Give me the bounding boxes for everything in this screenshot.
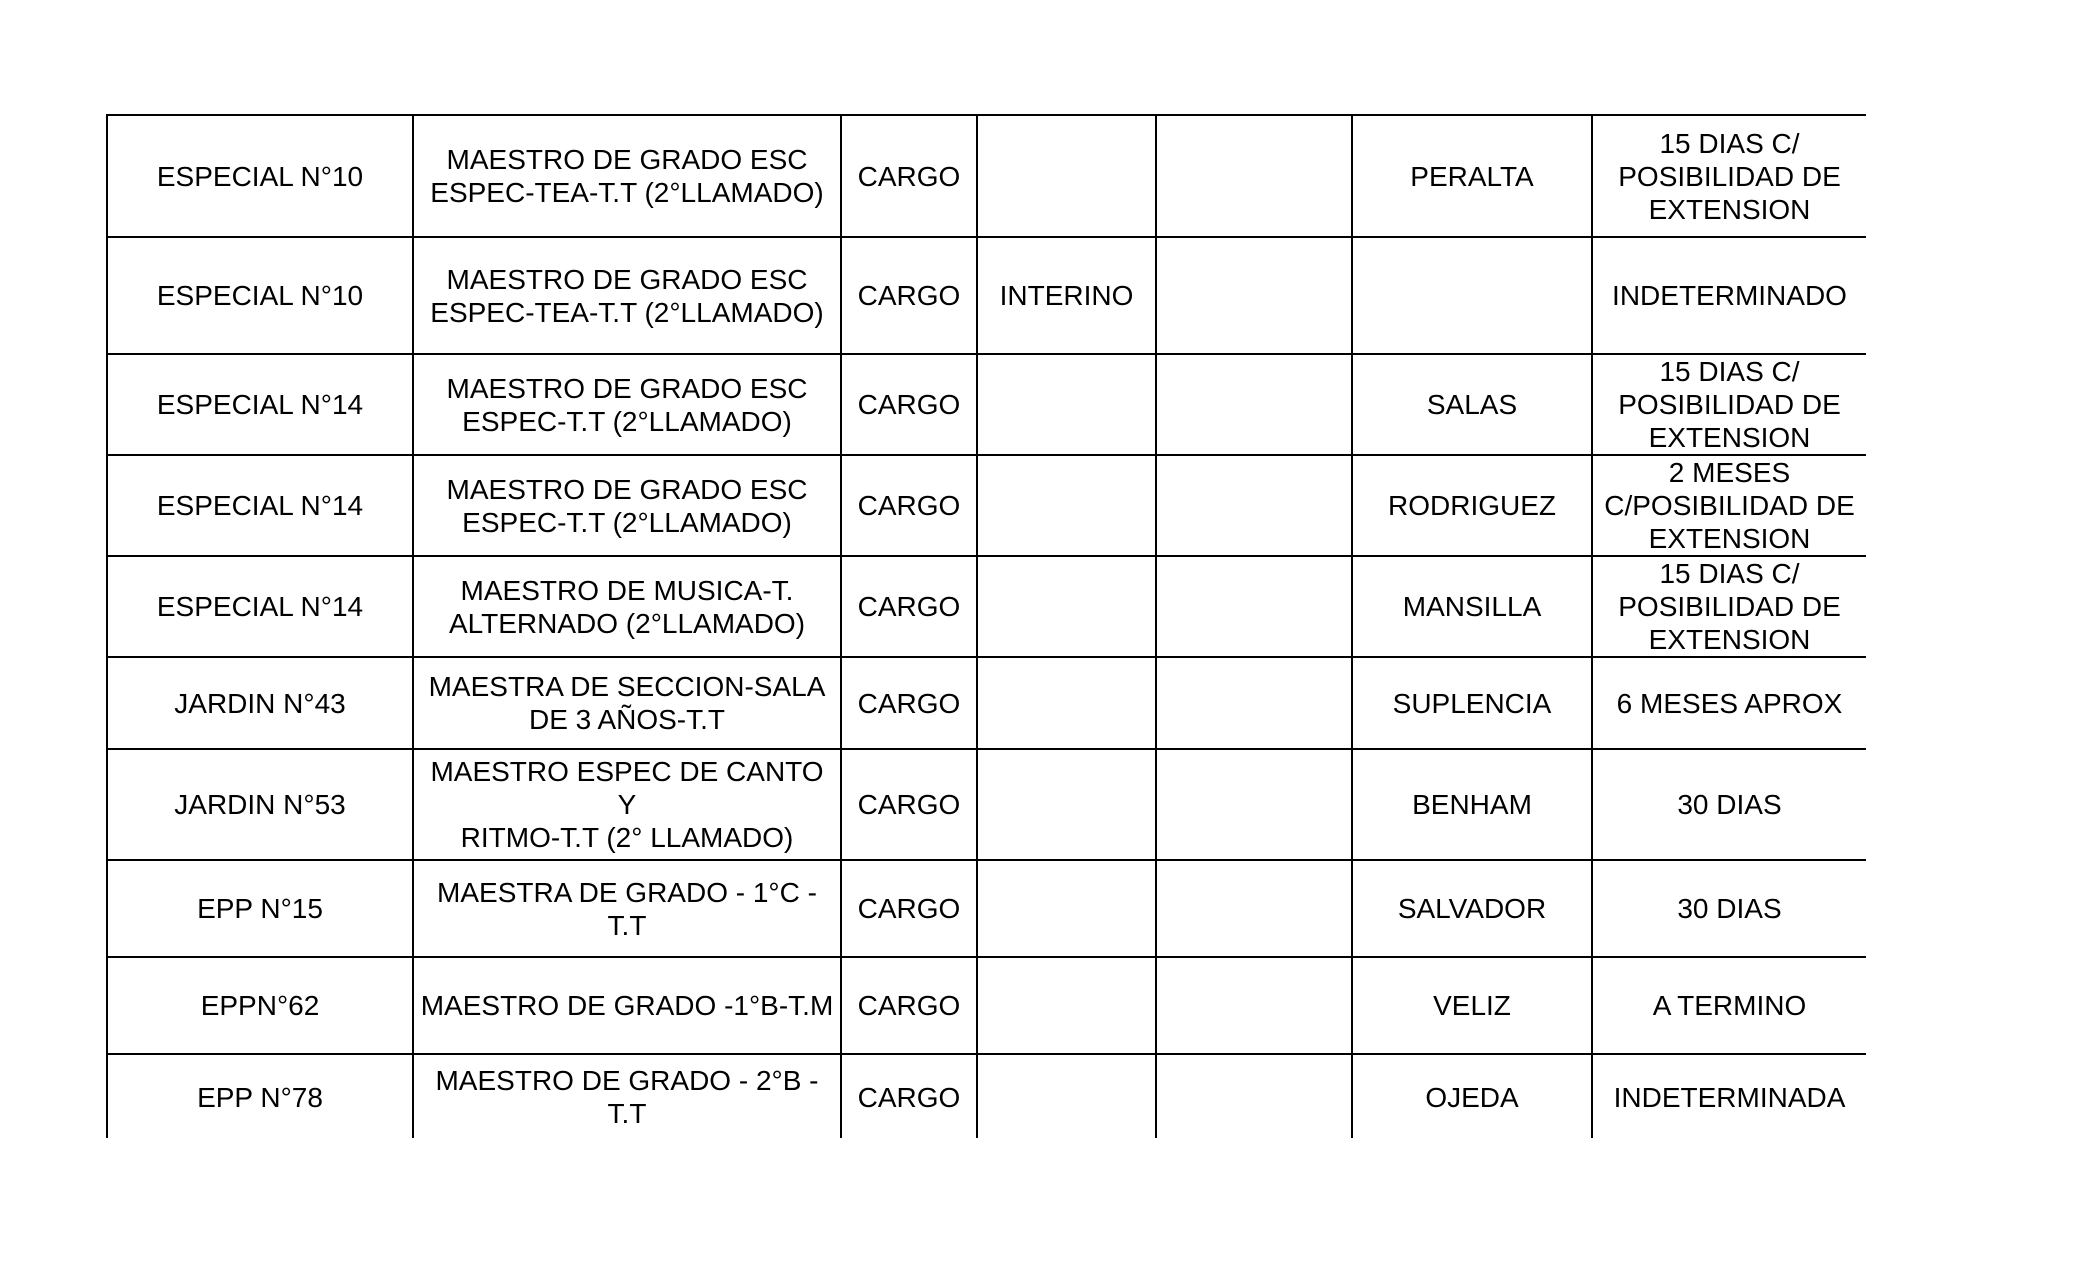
cell-situacion-text: INTERINO	[999, 280, 1134, 311]
cell-extra	[1156, 354, 1352, 455]
vacancies-table	[106, 114, 1866, 1138]
cell-cargo-line: ESPEC-TEA-T.T (2°LLAMADO)	[430, 296, 824, 328]
cell-cargo-line: T.T	[607, 1098, 647, 1129]
cell-duracion	[1592, 860, 1866, 957]
cell-situacion	[977, 455, 1156, 556]
cell-docente-text: RODRIGUEZ	[1388, 490, 1556, 521]
cell-tipo-text: CARGO	[857, 687, 961, 719]
cell-cargo-line: MAESTRA DE GRADO - 1°C -	[437, 876, 817, 908]
cell-cargo-line: MAESTRO ESPEC DE CANTO Y	[430, 756, 824, 820]
cell-escuela-text: ESPECIAL N°14	[156, 591, 364, 622]
cell-duracion	[1592, 455, 1866, 556]
cell-escuela-text: JARDIN N°53	[174, 789, 346, 820]
cell-docente	[1352, 957, 1592, 1054]
cell-situacion	[977, 957, 1156, 1054]
cell-extra	[1156, 657, 1352, 749]
cell-cargo-line: ALTERNADO (2°LLAMADO)	[448, 607, 806, 639]
cell-extra	[1156, 957, 1352, 1054]
cell-escuela	[107, 115, 413, 237]
cell-docente	[1352, 354, 1592, 455]
cell-cargo-line: MAESTRO DE GRADO ESC	[446, 372, 808, 404]
table-row	[107, 354, 1866, 455]
cell-duracion	[1592, 354, 1866, 455]
cell-duracion-line: 15 DIAS C/	[1659, 558, 1800, 589]
cell-cargo	[413, 1054, 841, 1138]
cell-escuela-text: EPP N°15	[197, 893, 323, 924]
table-row	[107, 455, 1866, 556]
cell-cargo-line: ESPEC-T.T (2°LLAMADO)	[462, 506, 792, 538]
cell-escuela	[107, 749, 413, 860]
cell-tipo	[841, 860, 977, 957]
cell-tipo-text: CARGO	[857, 789, 961, 820]
cell-cargo	[413, 657, 841, 749]
cell-docente-text: MANSILLA	[1402, 591, 1542, 622]
cell-docente	[1352, 657, 1592, 749]
cell-situacion	[977, 115, 1156, 237]
cell-duracion	[1592, 237, 1866, 354]
cell-duracion-line: EXTENSION	[1648, 523, 1811, 554]
cell-extra	[1156, 455, 1352, 556]
cell-cargo	[413, 115, 841, 237]
cell-tipo-text: CARGO	[857, 591, 961, 622]
cell-docente-text: SALAS	[1426, 389, 1518, 420]
cell-escuela	[107, 354, 413, 455]
cell-docente-text: VELIZ	[1433, 990, 1511, 1021]
cell-escuela-text: ESPECIAL N°14	[156, 389, 364, 420]
cell-docente	[1352, 115, 1592, 237]
table-row	[107, 957, 1866, 1054]
cell-cargo-line: MAESTRO DE GRADO - 2°B -	[435, 1065, 819, 1096]
cell-docente	[1352, 1054, 1592, 1138]
cell-docente	[1352, 237, 1592, 354]
cell-duracion-line: POSIBILIDAD DE	[1618, 591, 1841, 622]
cell-tipo	[841, 556, 977, 657]
cell-tipo	[841, 237, 977, 354]
cell-cargo-line: MAESTRO DE GRADO ESC	[446, 144, 808, 175]
cell-tipo	[841, 957, 977, 1054]
cell-duracion-line: INDETERMINADA	[1613, 1081, 1846, 1113]
cell-cargo	[413, 860, 841, 957]
cell-docente-text: SUPLENCIA	[1392, 687, 1552, 719]
cell-cargo	[413, 354, 841, 455]
cell-duracion-line: INDETERMINADO	[1612, 280, 1847, 311]
cell-escuela-text: EPP N°78	[197, 1081, 323, 1113]
cell-duracion-line: 15 DIAS C/	[1659, 127, 1800, 159]
cell-escuela	[107, 237, 413, 354]
cell-duracion	[1592, 556, 1866, 657]
cell-cargo-line: ESPEC-T.T (2°LLAMADO)	[462, 405, 792, 437]
table-row	[107, 860, 1866, 957]
spreadsheet-page	[106, 114, 1866, 1138]
cell-tipo	[841, 455, 977, 556]
cell-cargo-line: RITMO-T.T (2° LLAMADO)	[460, 822, 794, 853]
cell-tipo-text: CARGO	[857, 490, 961, 521]
cell-cargo	[413, 237, 841, 354]
cell-duracion-line: 6 MESES APROX	[1616, 687, 1843, 719]
cell-extra	[1156, 237, 1352, 354]
cell-situacion	[977, 237, 1156, 354]
cell-escuela	[107, 657, 413, 749]
cell-docente-text: SALVADOR	[1397, 893, 1547, 924]
cell-cargo-line: T.T	[607, 909, 647, 941]
cell-cargo-line: MAESTRO DE GRADO -1°B-T.M	[420, 990, 834, 1021]
cell-extra	[1156, 115, 1352, 237]
cell-docente	[1352, 556, 1592, 657]
cell-duracion-line: 15 DIAS C/	[1659, 356, 1800, 387]
cell-situacion	[977, 860, 1156, 957]
cell-escuela-text: ESPECIAL N°10	[156, 280, 364, 311]
cell-cargo-line: MAESTRO DE MUSICA-T.	[460, 574, 794, 606]
cell-tipo-text: CARGO	[857, 389, 961, 420]
cell-cargo	[413, 957, 841, 1054]
cell-extra	[1156, 860, 1352, 957]
cell-docente	[1352, 455, 1592, 556]
cell-tipo	[841, 354, 977, 455]
cell-duracion	[1592, 115, 1866, 237]
cell-escuela-text: ESPECIAL N°14	[156, 490, 364, 521]
cell-cargo	[413, 455, 841, 556]
cell-duracion	[1592, 957, 1866, 1054]
cell-situacion	[977, 749, 1156, 860]
cell-duracion	[1592, 1054, 1866, 1138]
cell-cargo-line: DE 3 AÑOS-T.T	[528, 704, 726, 735]
cell-duracion-line: C/POSIBILIDAD DE	[1604, 490, 1855, 521]
cell-duracion-line: 30 DIAS	[1677, 893, 1782, 924]
cell-situacion	[977, 556, 1156, 657]
cell-tipo-text: CARGO	[857, 280, 961, 311]
cell-duracion-line: 2 MESES	[1668, 457, 1791, 488]
cell-escuela-text: JARDIN N°43	[174, 687, 346, 719]
table-row	[107, 749, 1866, 860]
cell-cargo-line: ESPEC-TEA-T.T (2°LLAMADO)	[430, 177, 824, 208]
table-row	[107, 237, 1866, 354]
cell-cargo	[413, 749, 841, 860]
table-row	[107, 657, 1866, 749]
cell-escuela-text: ESPECIAL N°10	[156, 160, 364, 192]
table-row	[107, 115, 1866, 237]
cell-cargo-line: MAESTRO DE GRADO ESC	[446, 473, 808, 505]
cell-escuela	[107, 455, 413, 556]
cell-duracion-line: EXTENSION	[1648, 624, 1811, 655]
table-row	[107, 1054, 1866, 1138]
cell-escuela	[107, 957, 413, 1054]
cell-docente-text: PERALTA	[1410, 160, 1534, 192]
cell-situacion	[977, 657, 1156, 749]
cell-cargo-line: MAESTRO DE GRADO ESC	[446, 263, 808, 295]
cell-cargo-line: MAESTRA DE SECCION-SALA	[428, 671, 826, 702]
cell-extra	[1156, 749, 1352, 860]
cell-tipo	[841, 1054, 977, 1138]
cell-docente	[1352, 749, 1592, 860]
cell-tipo-text: CARGO	[857, 1081, 961, 1113]
cell-escuela	[107, 860, 413, 957]
cell-escuela	[107, 556, 413, 657]
cell-escuela-text: EPPN°62	[200, 990, 320, 1021]
cell-tipo-text: CARGO	[857, 160, 961, 192]
cell-docente-text: OJEDA	[1425, 1081, 1519, 1113]
cell-tipo-text: CARGO	[857, 990, 961, 1021]
table-body	[107, 115, 1866, 1138]
cell-duracion	[1592, 657, 1866, 749]
cell-duracion-line: A TERMINO	[1652, 990, 1807, 1021]
cell-docente	[1352, 860, 1592, 957]
table-row	[107, 556, 1866, 657]
cell-duracion-line: EXTENSION	[1648, 422, 1811, 453]
cell-duracion-line: POSIBILIDAD DE	[1618, 389, 1841, 420]
cell-situacion	[977, 354, 1156, 455]
cell-tipo	[841, 115, 977, 237]
cell-tipo	[841, 657, 977, 749]
cell-escuela	[107, 1054, 413, 1138]
cell-duracion-line: EXTENSION	[1648, 193, 1811, 225]
cell-extra	[1156, 1054, 1352, 1138]
cell-cargo	[413, 556, 841, 657]
cell-duracion-line: 30 DIAS	[1677, 789, 1782, 820]
cell-tipo-text: CARGO	[857, 893, 961, 924]
cell-situacion	[977, 1054, 1156, 1138]
cell-duracion	[1592, 749, 1866, 860]
cell-duracion-line: POSIBILIDAD DE	[1618, 160, 1841, 192]
cell-tipo	[841, 749, 977, 860]
cell-extra	[1156, 556, 1352, 657]
cell-docente-text: BENHAM	[1412, 789, 1532, 820]
